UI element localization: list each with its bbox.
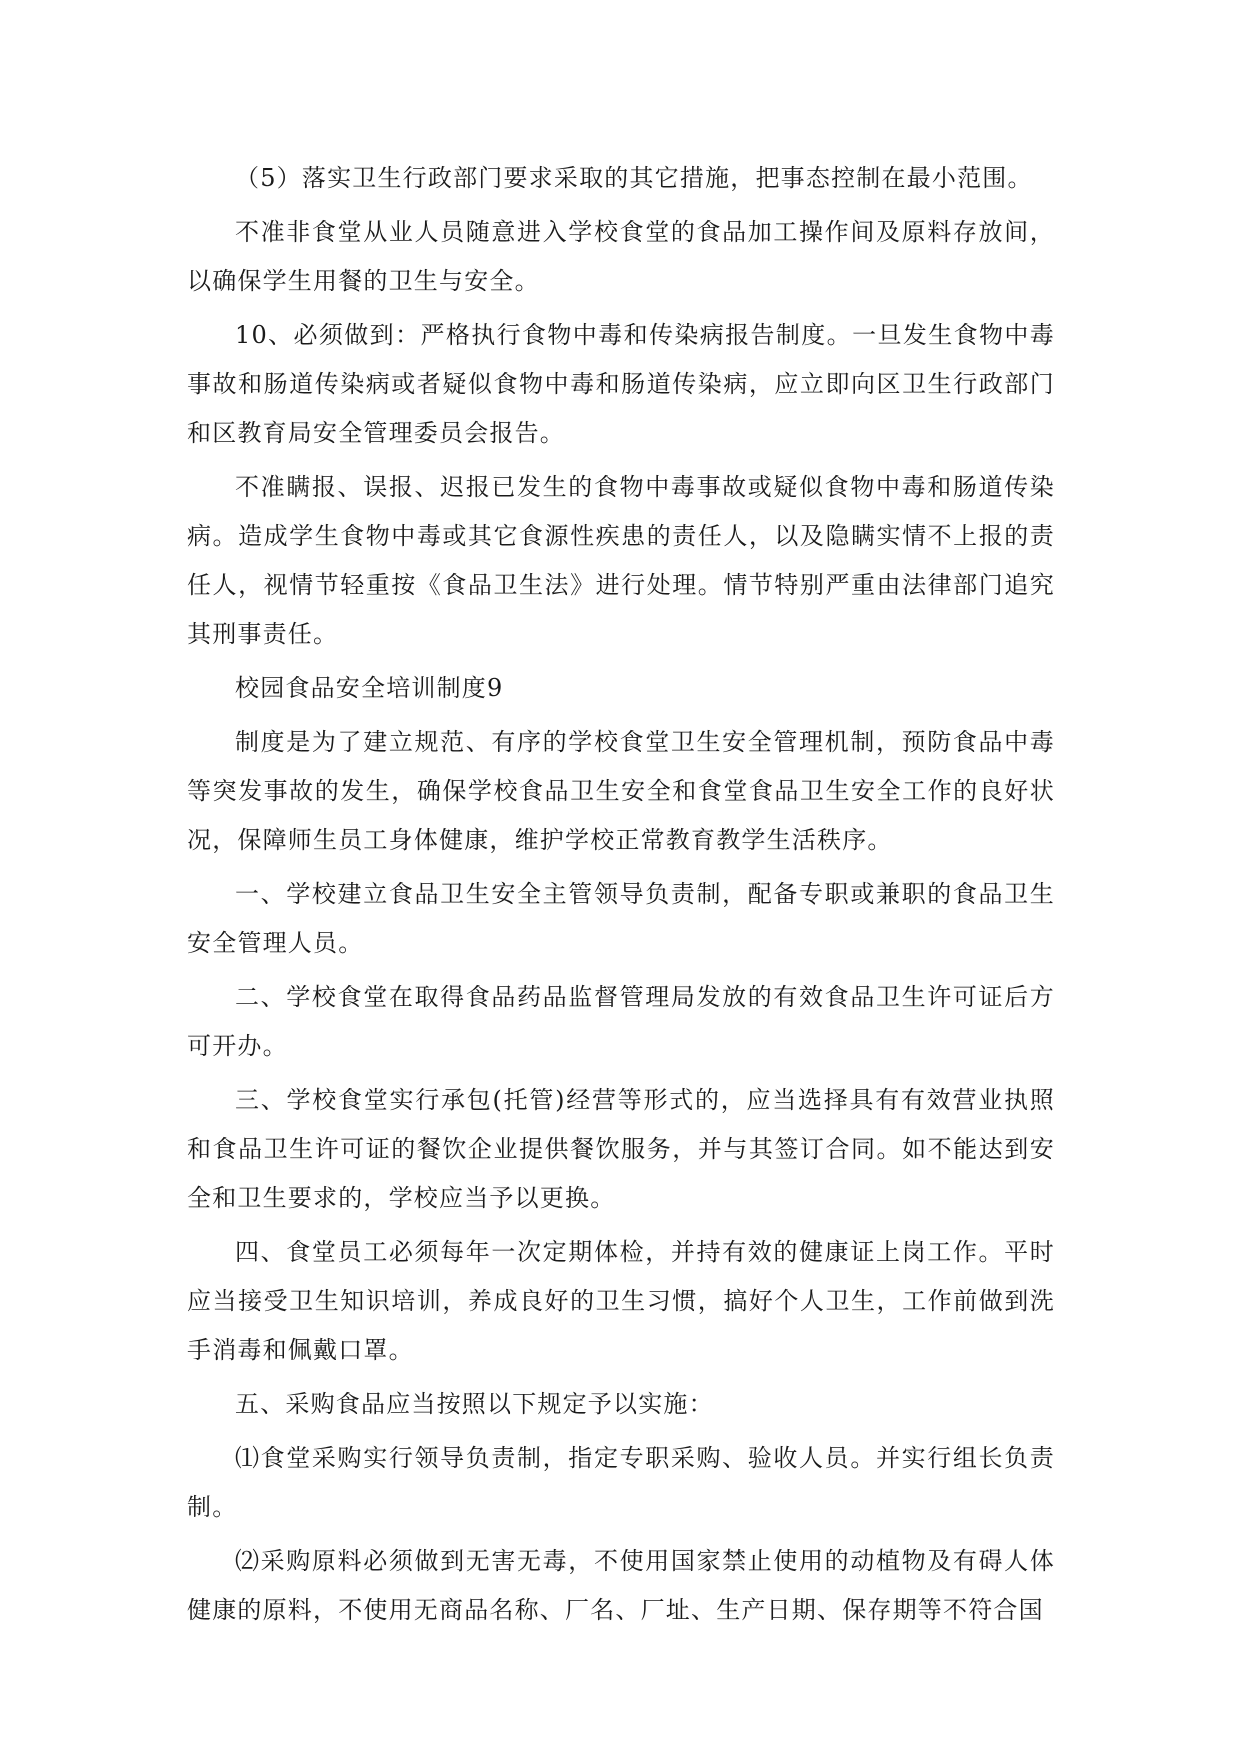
paragraph-item-10: 10、必须做到：严格执行食物中毒和传染病报告制度。一旦发生食物中毒事故和肠道传染病或者疑似食物中毒和肠道传染病，应立即向区卫生行政部门和区教育局安全管理委员会报告。 <box>187 321 1055 447</box>
paragraph-subitem-1: ⑴食堂采购实行领导负责制，指定专职采购、验收人员。并实行组长负责制。 <box>187 1444 1055 1521</box>
paragraph-item-2: 二、学校食堂在取得食品药品监督管理局发放的有效食品卫生许可证后方可开办。 <box>187 983 1055 1060</box>
paragraph-item-4: 四、食堂员工必须每年一次定期体检，并持有效的健康证上岗工作。平时应当接受卫生知识培训，养成良好的卫生习惯，搞好个人卫生，工作前做到洗手消毒和佩戴口罩。 <box>187 1238 1055 1364</box>
section-heading: 校园食品安全培训制度9 <box>235 674 504 702</box>
paragraph-no-entry-rule: 不准非食堂从业人员随意进入学校食堂的食品加工操作间及原料存放间，以确保学生用餐的卫生与安全。 <box>187 218 1055 295</box>
paragraph-no-concealment-rule: 不准瞒报、误报、迟报已发生的食物中毒事故或疑似食物中毒和肠道传染病。造成学生食物中毒或其它食源性疾患的责任人，以及隐瞒实情不上报的责任人，视情节轻重按《食品卫生法》进行处理。情节特别严重由法律部门追究其刑事责任。 <box>187 473 1055 648</box>
paragraph-subitem-2: ⑵采购原料必须做到无害无毒，不使用国家禁止使用的动植物及有碍人体健康的原料，不使用无商品名称、厂名、厂址、生产日期、保存期等不符合国 <box>187 1547 1055 1624</box>
document-body <box>187 154 1055 1640</box>
paragraph-item-3: 三、学校食堂实行承包(托管)经营等形式的，应当选择具有有效营业执照和食品卫生许可证的餐饮企业提供餐饮服务，并与其签订合同。如不能达到安全和卫生要求的，学校应当予以更换。 <box>187 1086 1055 1212</box>
paragraph-intro: 制度是为了建立规范、有序的学校食堂卫生安全管理机制，预防食品中毒等突发事故的发生，确保学校食品卫生安全和食堂食品卫生安全工作的良好状况，保障师生员工身体健康，维护学校正常教育教学生活秩序。 <box>187 728 1055 854</box>
paragraph-measure-5: （5）落实卫生行政部门要求采取的其它措施，把事态控制在最小范围。 <box>235 164 1033 192</box>
paragraph-item-5: 五、采购食品应当按照以下规定予以实施： <box>235 1390 714 1418</box>
paragraph-item-1: 一、学校建立食品卫生安全主管领导负责制，配备专职或兼职的食品卫生安全管理人员。 <box>187 880 1055 957</box>
